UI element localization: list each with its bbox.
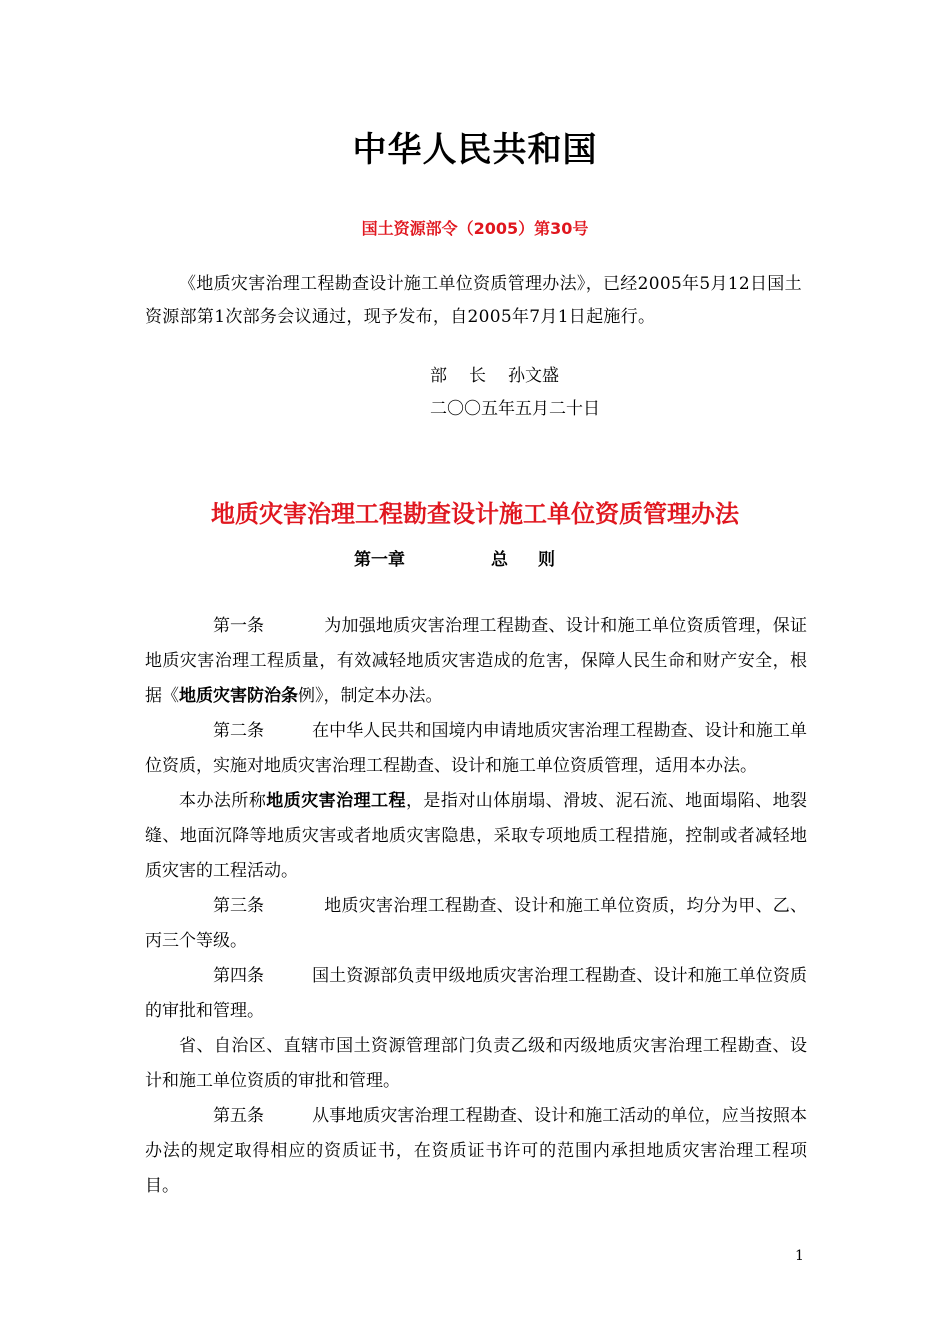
article-4-paragraph-2 xyxy=(145,1029,807,1099)
chapter-title: 总则 xyxy=(491,550,585,570)
article-5 xyxy=(145,1099,807,1204)
article-4 xyxy=(145,959,807,1029)
article-bold-text: 地质灾害防治条 xyxy=(179,686,298,706)
article-text: 例》，制定本办法。 xyxy=(298,686,443,706)
signature-minister xyxy=(430,363,559,389)
article-2 xyxy=(145,714,807,784)
articles-body xyxy=(145,609,807,1204)
chapter-number: 第一章 xyxy=(354,550,405,570)
role-char-a: 部 xyxy=(430,366,447,386)
article-3 xyxy=(145,889,807,959)
article-text: ，是指对山体崩塌、滑坡、泥石流、地面塌陷、地裂缝、地面沉降等地质灾害或者地质灾害隐患，采取专项地质工程措施，控制或者减轻地质灾害的工程活动。 xyxy=(145,791,808,881)
law-title: 地质灾害治理工程勘查设计施工单位资质管理办法 xyxy=(211,499,739,528)
signature-date: 二〇〇五年五月二十日 xyxy=(430,399,600,419)
article-label: 第五条 xyxy=(213,1106,264,1126)
chapter-heading xyxy=(354,547,585,573)
article-text: 省、自治区、直辖市国土资源管理部门负责乙级和丙级地质灾害治理工程勘查、设计和施工单位资质的审批和管理。 xyxy=(145,1036,807,1091)
article-text: 在中华人民共和国境内申请地质灾害治理工程勘查、设计和施工单位资质，实施对地质灾害治理工程勘查、设计和施工单位资质管理，适用本办法。 xyxy=(145,721,807,776)
article-label: 第四条 xyxy=(213,966,264,986)
intro-paragraph xyxy=(145,268,807,334)
document-title: 中华人民共和国 xyxy=(352,130,598,170)
intro-text: 《地质灾害治理工程勘查设计施工单位资质管理办法》，已经2005年5月12日国土资源部第1次部务会议通过，现予发布，自2005年7月1日起施行。 xyxy=(145,274,802,327)
article-text: 本办法所称 xyxy=(179,791,267,811)
minister-name: 孙文盛 xyxy=(508,366,559,386)
article-text: 从事地质灾害治理工程勘查、设计和施工活动的单位，应当按照本办法的规定取得相应的资质证书，在资质证书许可的范围内承担地质灾害治理工程项目。 xyxy=(145,1106,807,1196)
article-bold-text: 地质灾害治理工程 xyxy=(266,791,406,811)
page-number: 1 xyxy=(795,1248,804,1264)
article-text: 地质灾害治理工程勘查、设计和施工单位资质，均分为甲、乙、丙三个等级。 xyxy=(145,896,807,951)
order-number: 国土资源部令（2005）第30号 xyxy=(361,219,589,238)
role-char-b: 长 xyxy=(469,366,486,386)
article-2-paragraph-2 xyxy=(145,784,807,889)
article-label: 第一条 xyxy=(213,616,264,636)
article-label: 第二条 xyxy=(213,721,264,741)
article-text: 为加强地质灾害治理工程勘查、设计和施工单位资质管理，保证地质灾害治理工程质量，有效减轻地质灾害造成的危害，保障人民生命和财产安全，根据《 xyxy=(145,616,807,706)
article-label: 第三条 xyxy=(213,896,264,916)
article-text: 国土资源部负责甲级地质灾害治理工程勘查、设计和施工单位资质的审批和管理。 xyxy=(145,966,807,1021)
article-1 xyxy=(145,609,807,714)
